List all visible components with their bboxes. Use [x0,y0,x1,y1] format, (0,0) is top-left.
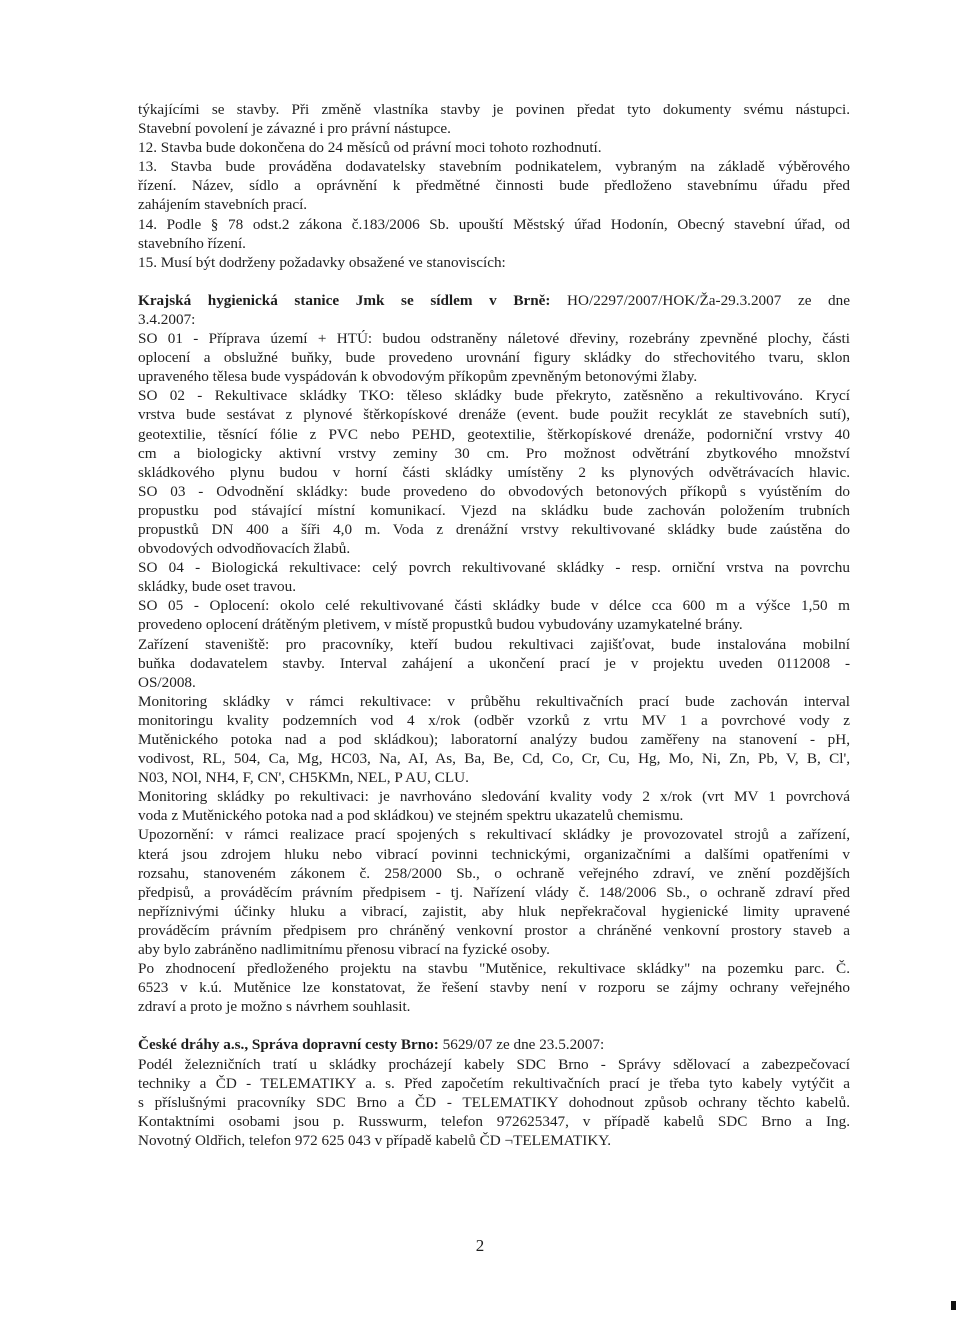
text-line: buňka dodavatelem stavby. Interval zahájení a ukončení prací je v projektu uveden 0112008 - [138,654,850,672]
text-line: oplocení a obslužné buňky, bude provedeno urovnání figury skládky do střechovitého tvaru, sklon [138,349,850,367]
text-line: aby bylo zabráněno nadlimitnímu přenosu vibrací na fyzické osoby. [138,941,550,959]
text-line: 14. Podle § 78 odst.2 zákona č.183/2006 Sb. upouští Městský úřad Hodonín, Obecný stavební úřad, od [138,215,850,233]
text-line: rozsahu, stanoveném zákonem č. 258/2000 Sb., o ochraně veřejného zdraví, ve znění pozdějších [138,864,850,882]
intro-section [138,100,850,272]
text-line: voda z Mutěnického potoka nad a pod skládkou) ve stejném spektru ukazatelů chemismu. [138,807,684,825]
cd-organization: České dráhy a.s., Správa dopravní cesty Brno: [138,1036,439,1054]
cd-section [138,1055,850,1150]
text-line: SO 03 - Odvodnění skládky: bude provedeno do obvodových betonových příkopů s vyústěním do [138,482,850,500]
text-line: propustků DN 400 a šíři 4,0 m. Voda z drenážní vrstvy rekultivované skládky bude zaústěna do [138,520,850,538]
text-line: monitoringu kvality podzemních vod 4 x/rok (odběr vzorků z vrtu MV 1 a povrchové vody z [138,711,850,729]
text-line: cm a biologicky aktivní vrstvy zeminy 30 cm. Pro možnost odvětrání zbytkového množství [138,444,850,462]
text-line: Monitoring skládky v rámci rekultivace: v průběhu rekultivačních prací bude zachován interval [138,692,850,710]
text-line: SO 02 - Rekultivace skládky TKO: těleso skládky bude překryto, zatěsněno a rekultivováno. Krycí [138,387,850,405]
text-line: 12. Stavba bude dokončena do 24 měsíců od právní moci tohoto rozhodnutí. [138,139,602,157]
text-line: 6523 v k.ú. Mutěnice lze konstatovat, že řešení stavby není v rozporu se zájmy ochrany veřejného [138,979,850,997]
text-line: Novotný Oldřich, telefon 972 625 043 v případě kabelů ČD ¬TELEMATIKY. [138,1131,612,1149]
khs-date: 3.4.2007: [138,310,196,328]
text-line: která jsou zdrojem hluku nebo vibrací povinni technickými, organizačními a dalšími opatřeními v [138,845,850,863]
text-line: Po zhodnocení předloženého projektu na stavbu "Mutěnice, rekultivace skládky" na pozemku parc. Č. [138,960,850,978]
text-line: SO 01 - Příprava území + HTÚ: budou odstraněny náletové dřeviny, rozebrány zpevněné plochy, části [138,330,850,348]
text-line: obvodových odvodňovacích žlabů. [138,540,351,558]
text-line: OS/2008. [138,673,196,691]
text-line: Monitoring skládky po rekultivaci: je navrhováno sledování kvality vody 2 x/rok (vrt MV 1 povrchová [138,788,850,806]
text-line: techniky a ČD - TELEMATIKY a. s. Před započetím rekultivačních prací je třeba tyto kabely vytýčit a [138,1074,850,1092]
text-line: Kontaktními osobami jsou p. Russwurm, telefon 972625347, v případě kabelů SDC Brno a Ing. [138,1112,850,1130]
text-line: propustku pod stávající místní komunikací. Vjezd na skládku bude zachován položením trubních [138,501,850,519]
text-line: řízení. Název, sídlo a oprávnění k předmětné činnosti bude předloženo stavebnímu úřadu před [138,177,850,195]
text-line: prováděcím právním předpisem pro chráněný venkovní prostor a chráněné venkovní prostory staveb a [138,921,850,939]
text-line: SO 04 - Biologická rekultivace: celý povrch rekultivované skládky - resp. orniční vrstva na povrchu [138,559,850,577]
text-line: skládky, bude oset travou. [138,578,297,596]
text-line: 15. Musí být dodrženy požadavky obsažené ve stanoviscích: [138,253,506,271]
text-line: skládkového plynu budou v horní části skládky umístěny 2 ks plynových odvětrávacích hlavic. [138,463,850,481]
text-line: Podél železničních tratí u skládky procházejí kabely SDC Brno - Správy sdělovací a zabezpečovací [138,1055,850,1073]
text-line: Upozornění: v rámci realizace prací spojených s rekultivací skládky je provozovatel strojů a zařízení, [138,826,850,844]
cd-heading [138,1035,850,1054]
text-line: provedeno oplocení drátěným pletivem, v místě propustků budou vybudovány uzamykatelné brány. [138,616,743,634]
scan-mark [951,1301,956,1310]
khs-reference: HO/2297/2007/HOK/Ža-29.3.2007 ze dne [550,291,850,309]
text-line: zahájením stavebních prací. [138,196,308,214]
text-line: Stavební povolení je závazné i pro právní nástupce. [138,120,451,138]
text-line: Zařízení staveniště: pro pracovníky, kteří budou rekultivaci zajišťovat, bude instalována mobilní [138,635,850,653]
text-line: předpisů, a prováděcím právním předpisem - tj. Nařízení vlády č. 148/2006 Sb., o ochraně zdraví před [138,883,850,901]
text-line: stavebního řízení. [138,234,246,252]
text-line: upraveného tělesa bude vyspádován k obvodovým příkopům zpevněným betonovými žlaby. [138,368,698,386]
text-line: vrstva bude sestávat z plynové štěrkopískové drenáže (event. bude použit recyklát ze stavebních sutí), [138,406,850,424]
text-line: Mutěnického potoka nad a pod skládkou); laboratorní analýzy budou zaměřeny na stanovení - pH, [138,731,850,748]
khs-heading [138,291,850,310]
text-line: zdraví a proto je možno s návrhem souhlasit. [138,998,411,1016]
text-line: 13. Stavba bude prováděna dodavatelsky stavebním podnikatelem, vybraným na základě výběrového [138,158,850,176]
text-line: týkajícími se stavby. Při změně vlastníka stavby je povinen předat tyto dokumenty svému nástupci. [138,101,850,118]
document-body [138,100,850,1150]
text-line: vodivost, RL, 504, Ca, Mg, HC03, Na, AI, As, Ba, Be, Cd, Co, Cr, Cu, Hg, Mo, Ni, Zn, Pb, V, B, Cl', [138,750,850,768]
text-line: N03, NOl, NH4, F, CN', CH5KMn, NEL, P AU, CLU. [138,769,469,787]
cd-reference: 5629/07 ze dne 23.5.2007: [438,1036,605,1054]
khs-organization: Krajská hygienická stanice Jmk se sídlem v Brně: [138,291,551,309]
text-line: SO 05 - Oplocení: okolo celé rekultivované části skládky bude v délce cca 600 m a výšce 1,50 m [138,597,850,615]
khs-section [138,329,850,1016]
page-number: 2 [475,1236,485,1255]
text-line: nepříznivými účinky hluku a vibrací, zajistit, aby hluk nepřekračoval hygienické limity upravené [138,902,850,920]
text-line: geotextilie, těsnící fólie z PVC nebo PEHD, geotextilie, štěrkopískové drenáže, podorniční vrstvy 40 [138,425,850,443]
text-line: s příslušnými pracovníky SDC Brno a ČD - TELEMATIKY dohodnout způsob ochrany těchto kabelů. [138,1093,850,1111]
